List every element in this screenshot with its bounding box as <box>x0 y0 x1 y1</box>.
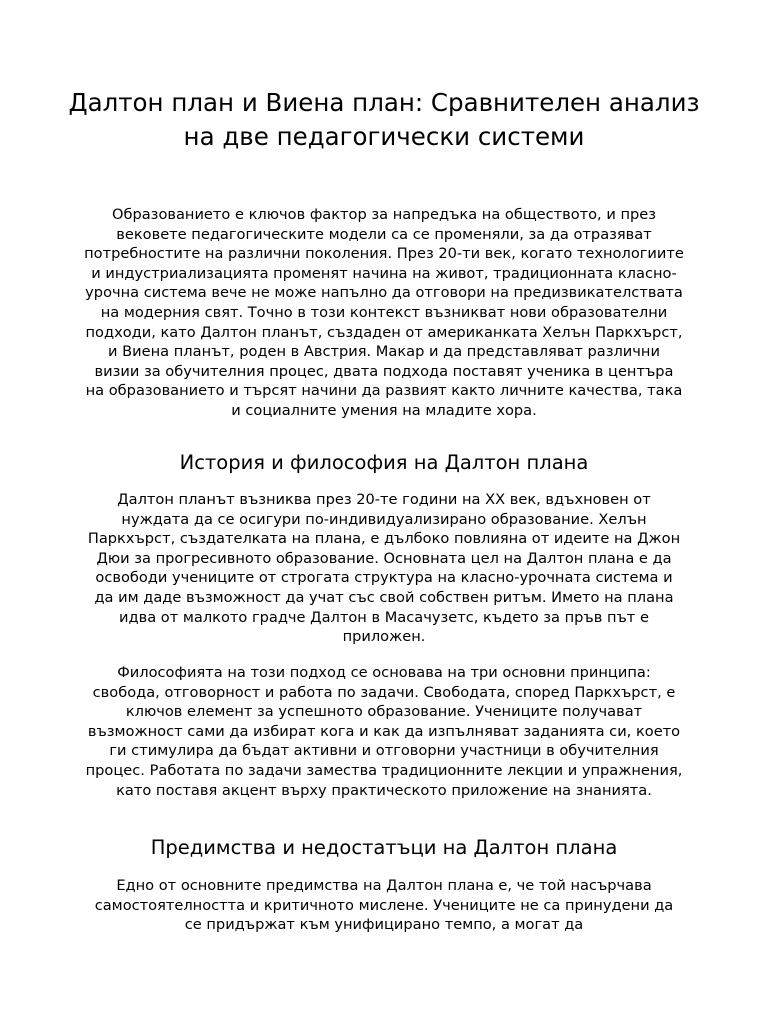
history-paragraph: Далтон планът възниква през 20-те години на XX век, вдъхновен от нуждата да се осигури по-индивидуализирано образование. Хелън Паркхърст, създателката на плана, е дълбоко повлияна от идеите на Джон Дюи за прогресивното образование. Основната цел на Далтон плана е да освободи учениците от строгата структура на класно-урочната система и да им даде възможност да учат със свой собствен ритъм. Името на плана идва от малкото градче Далтон в Масачузетс, където за пръв път е приложен. <box>87 491 681 646</box>
document-title: Далтон план и Виена план: Сравнителен анализ на две педагогически системи <box>68 88 700 151</box>
section-heading-pros-cons: Предимства и недостатъци на Далтон плана <box>150 836 618 859</box>
intro-paragraph: Образованието е ключов фактор за напредъка на обществото, и през вековете педагогическите модели са се променяли, за да отразяват потребностите на различни поколения. През 20-ти век, когато технологиите и индустриализацията променят начина на живот, традиционната класно-урочна система вече не може напълно да отговори на предизвикателствата на модерния свят. Точно в този контекст възникват нови образователни подходи, като Далтон планът, създаден от американката Хелън Паркхърст, и Виена планът, роден в Австрия. Макар и да представляват различни визии за обучителния процес, двата подхода поставят ученика в центъра на образованието и търсят начини да развият както личните качества, така и социалните умения на младите хора. <box>84 206 684 419</box>
pros-cons-paragraph: Едно от основните предимства на Далтон плана е, че той насърчава самостоятелността и критичното мислене. Учениците не са принудени да се придържат към унифицирано темпо, а могат да <box>94 877 674 934</box>
philosophy-paragraph: Философията на този подход се основава на три основни принципа: свобода, отговорност и работа по задачи. Свободата, според Паркхърст, е ключов елемент за успешното образование. Учениците получават възможност сами да избират кога и как да изпълняват заданията си, което ги стимулира да бъдат активни и отговорни участници в обучителния процес. Работата по задачи замества традиционните лекции и упражнения, като поставя акцент върху практическото приложение на знанията. <box>85 664 683 799</box>
section-heading-history: История и философия на Далтон плана <box>179 451 589 474</box>
